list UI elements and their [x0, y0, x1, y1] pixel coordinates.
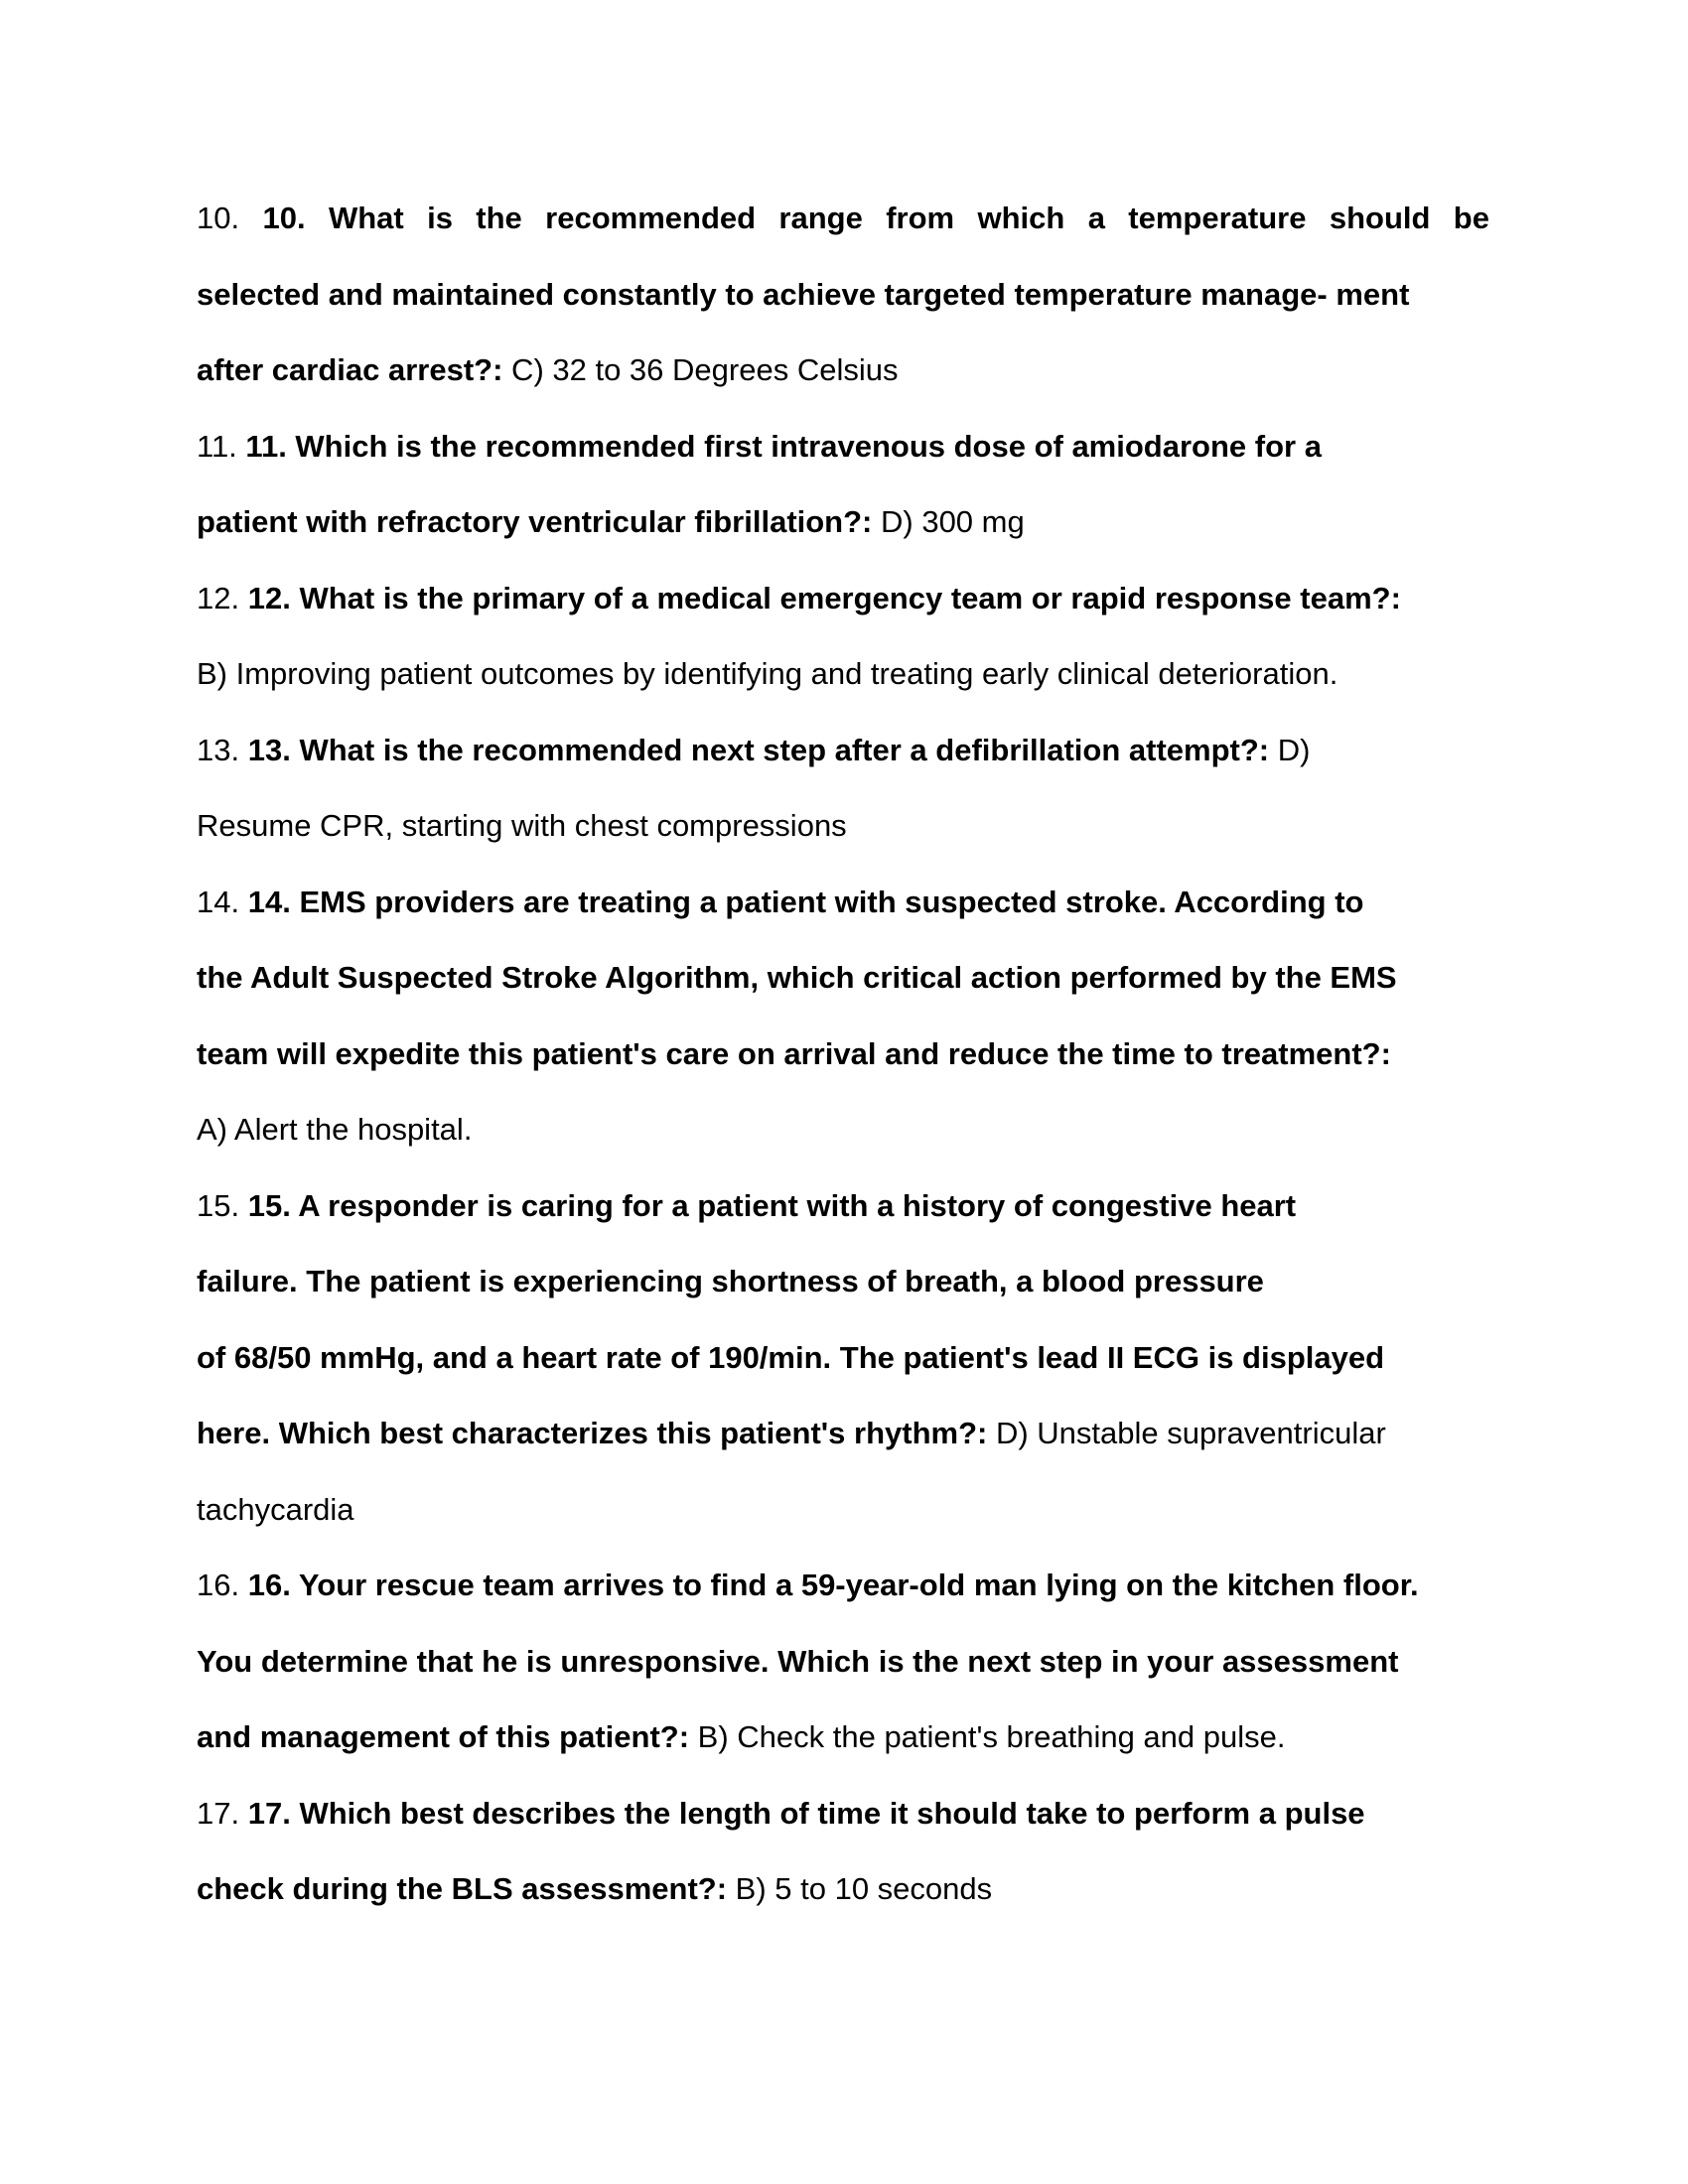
qa-line: [197, 806, 1489, 846]
answer-text: tachycardia: [197, 1491, 354, 1527]
item-number: 12.: [197, 580, 240, 615]
qa-line: [197, 502, 1489, 542]
qa-line: [197, 1034, 1489, 1074]
question-text: and management of this patient?:: [197, 1719, 690, 1754]
answer-text: B) Improving patient outcomes by identifying and treating early clinical deterioration.: [197, 656, 1338, 691]
item-number: 13.: [197, 732, 240, 767]
question-text: of 68/50 mmHg, and a heart rate of 190/min. The patient's lead II ECG is displayed: [197, 1339, 1385, 1375]
answer-text: A) Alert the hospital.: [197, 1112, 473, 1147]
item-number: 14.: [197, 884, 240, 919]
qa-line: [197, 1110, 1489, 1150]
item-number: 16.: [197, 1568, 240, 1602]
qa-line: [197, 579, 1489, 618]
question-text: the Adult Suspected Stroke Algorithm, which critical action performed by the EMS: [197, 960, 1397, 995]
qa-line: [197, 883, 1489, 922]
qa-line: [197, 1186, 1489, 1226]
question-text: team will expedite this patient's care on arrival and reduce the time to treatment?:: [197, 1035, 1391, 1071]
answer-text: B) 5 to 10 seconds: [727, 1871, 993, 1906]
qa-line: [197, 1262, 1489, 1301]
question-text: 15. A responder is caring for a patient with a history of congestive heart: [247, 1187, 1297, 1223]
question-text: patient with refractory ventricular fibrillation?:: [197, 504, 873, 539]
qa-line: [197, 427, 1489, 467]
item-number: 15.: [197, 1187, 240, 1223]
qa-line: [197, 731, 1489, 770]
question-text: 17. Which best describes the length of time it should take to perform a pulse: [247, 1795, 1365, 1831]
qa-line: [197, 1566, 1489, 1605]
question-text: selected and maintained constantly to achieve targeted temperature manage- ment: [197, 276, 1410, 312]
question-text: 10. What is the recommended range from which a temperature should be: [262, 201, 1489, 235]
question-text: check during the BLS assessment?:: [197, 1871, 728, 1906]
qa-line: [197, 1794, 1489, 1834]
answer-text: D): [1269, 732, 1311, 767]
question-text: 11. Which is the recommended first intravenous dose of amiodarone for a: [245, 428, 1322, 464]
question-text: failure. The patient is experiencing shortness of breath, a blood pressure: [197, 1264, 1264, 1298]
question-text: after cardiac arrest?:: [197, 352, 503, 387]
qa-line: [197, 275, 1489, 315]
question-text: 16. Your rescue team arrives to find a 59-year-old man lying on the kitchen floor.: [247, 1568, 1419, 1602]
answer-text: D) Unstable supraventricular: [987, 1416, 1386, 1450]
question-text: 13. What is the recommended next step after a defibrillation attempt?:: [247, 732, 1270, 767]
qa-line: [197, 1717, 1489, 1757]
answer-text: B) Check the patient's breathing and pulse.: [689, 1719, 1286, 1754]
qa-line: [197, 1414, 1489, 1453]
qa-line: [197, 350, 1489, 390]
question-text: here. Which best characterizes this patient's rhythm?:: [197, 1416, 988, 1450]
item-number: 11.: [197, 428, 237, 464]
qa-line: [197, 199, 1489, 238]
qa-line: [197, 1642, 1489, 1682]
qa-line: [197, 1490, 1489, 1530]
qa-line: [197, 1869, 1489, 1909]
answer-text: Resume CPR, starting with chest compressions: [197, 808, 847, 843]
question-text: 14. EMS providers are treating a patient with suspected stroke. According to: [247, 884, 1364, 919]
answer-text: C) 32 to 36 Degrees Celsius: [502, 352, 899, 387]
item-number: 10.: [197, 201, 240, 235]
answer-text: D) 300 mg: [872, 504, 1025, 539]
qa-line: [197, 654, 1489, 694]
qa-line: [197, 1338, 1489, 1378]
question-text: 12. What is the primary of a medical emergency team or rapid response team?:: [247, 580, 1401, 615]
qa-line: [197, 958, 1489, 998]
question-text: You determine that he is unresponsive. Which is the next step in your assessment: [197, 1643, 1399, 1679]
item-number: 17.: [197, 1795, 240, 1831]
